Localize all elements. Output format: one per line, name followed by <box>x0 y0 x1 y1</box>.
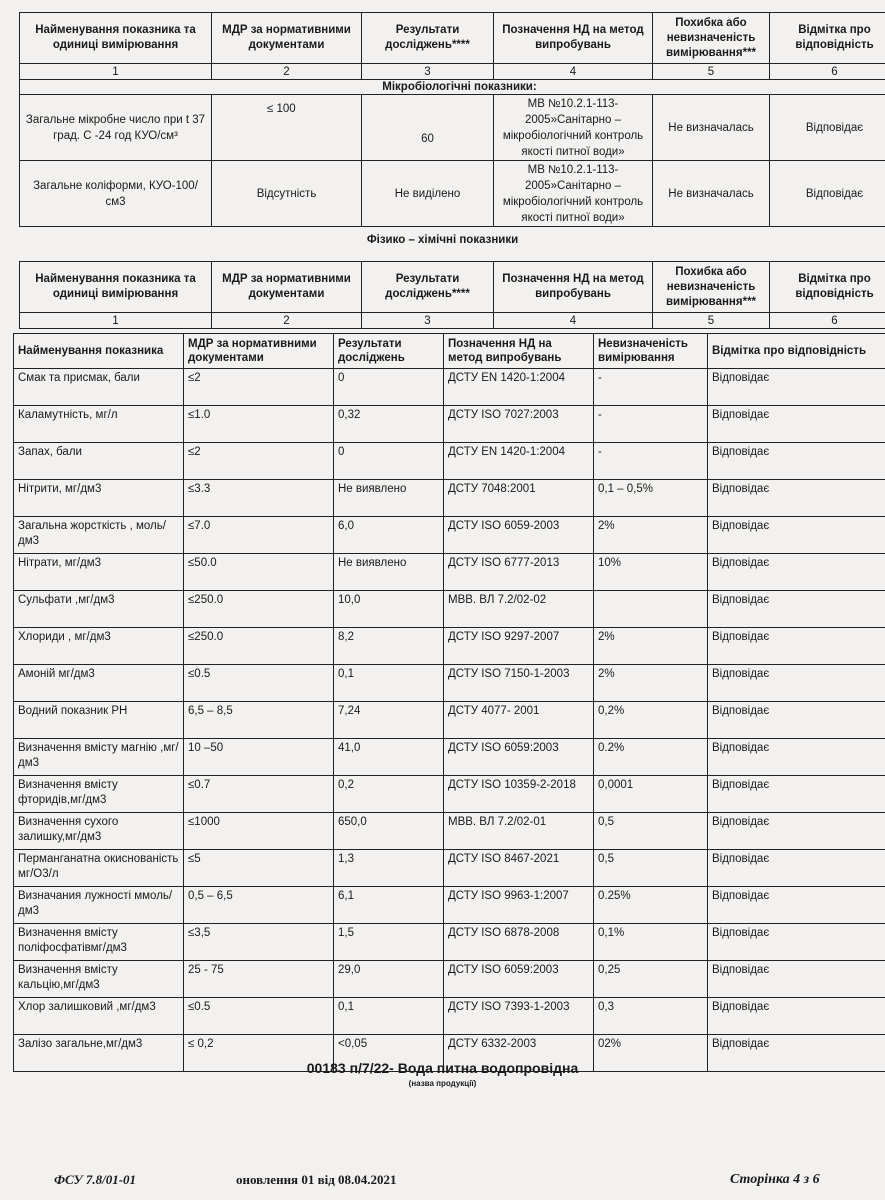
table-row <box>20 161 885 227</box>
cell-error: 0,5 <box>594 850 708 887</box>
table-row <box>14 776 885 813</box>
col-header-name: Найменування показника та одиниці вимірювання <box>20 13 212 64</box>
cell-mark: Відповідає <box>708 924 885 961</box>
cell-mark: Відповідає <box>708 850 885 887</box>
cell-result: Не виявлено <box>334 480 444 517</box>
cell-result: Не виявлено <box>334 554 444 591</box>
cell-error: 02% <box>594 1035 708 1072</box>
cell-error: 2% <box>594 628 708 665</box>
col-number: 4 <box>494 64 653 80</box>
cell-mark: Відповідає <box>708 702 885 739</box>
table-row <box>14 887 885 924</box>
cell-name: Нітрити, мг/дм3 <box>14 480 184 517</box>
cell-result: 0,2 <box>334 776 444 813</box>
cell-method: ДСТУ ISO 9963-1:2007 <box>444 887 594 924</box>
table-row <box>14 406 885 443</box>
section-title-phys: Фізико – хімічні показники <box>366 234 519 246</box>
cell-error: 0,5 <box>594 813 708 850</box>
cell-mark: Відповідає <box>708 776 885 813</box>
cell-mark: Відповідає <box>770 161 885 227</box>
col-header-method: Позначення НД на метод випробувань <box>494 262 653 313</box>
cell-mdr: ≤7.0 <box>184 517 334 554</box>
cell-error: 0,3 <box>594 998 708 1035</box>
cell-name: Визначення сухого залишку,мг/дм3 <box>14 813 184 850</box>
cell-mdr: 10 –50 <box>184 739 334 776</box>
phys-header-table <box>19 261 885 329</box>
cell-result: 0,32 <box>334 406 444 443</box>
cell-method: МВВ. ВЛ 7.2/02-02 <box>444 591 594 628</box>
cell-result: 1,5 <box>334 924 444 961</box>
cell-name: Запах, бали <box>14 443 184 480</box>
col-number: 3 <box>362 64 494 80</box>
micro-table <box>19 12 885 227</box>
col-header-mark: Відмітка про відповідність <box>708 334 885 369</box>
cell-mdr: ≤250.0 <box>184 628 334 665</box>
table-row <box>14 480 885 517</box>
cell-error: Не визначалась <box>653 95 770 161</box>
cell-method: ДСТУ ISO 9297-2007 <box>444 628 594 665</box>
col-header-error: Похибка або невизначеність вимірювання*** <box>653 262 770 313</box>
phys-header-row <box>20 262 885 313</box>
cell-mark: Відповідає <box>708 628 885 665</box>
table-row <box>20 95 885 161</box>
cell-result: 6,1 <box>334 887 444 924</box>
phys-number-row <box>20 313 885 329</box>
cell-method: МВ №10.2.1-113-2005»Санітарно – мікробіологічний контроль якості питної води» <box>494 95 653 161</box>
table-row <box>14 628 885 665</box>
cell-mark: Відповідає <box>708 1035 885 1072</box>
cell-method: ДСТУ ISO 6059-2003 <box>444 517 594 554</box>
results-header-row <box>14 334 885 369</box>
table-row <box>14 554 885 591</box>
cell-mark: Відповідає <box>708 813 885 850</box>
table-row <box>14 443 885 480</box>
cell-error: 0,0001 <box>594 776 708 813</box>
cell-method: ДСТУ EN 1420-1:2004 <box>444 443 594 480</box>
cell-mdr: 6,5 – 8,5 <box>184 702 334 739</box>
product-name-caption: (назва продукції) <box>408 1079 477 1088</box>
col-number: 2 <box>212 64 362 80</box>
col-header-mark: Відмітка про відповідність <box>770 262 885 313</box>
col-number: 2 <box>212 313 362 329</box>
cell-result: 0 <box>334 443 444 480</box>
cell-result: Не виділено <box>362 161 494 227</box>
cell-mark: Відповідає <box>770 95 885 161</box>
results-table <box>13 333 885 1072</box>
col-number: 5 <box>653 313 770 329</box>
col-number: 6 <box>770 64 885 80</box>
cell-method: ДСТУ ISO 6059:2003 <box>444 739 594 776</box>
cell-method: ДСТУ ISO 7150-1-2003 <box>444 665 594 702</box>
cell-result: 8,2 <box>334 628 444 665</box>
cell-result: 0,1 <box>334 998 444 1035</box>
cell-error: 2% <box>594 517 708 554</box>
col-number: 5 <box>653 64 770 80</box>
cell-result: 29,0 <box>334 961 444 998</box>
cell-mark: Відповідає <box>708 443 885 480</box>
cell-method: ДСТУ ISO 6777-2013 <box>444 554 594 591</box>
cell-name: Загальна жорсткість , моль/дм3 <box>14 517 184 554</box>
cell-mark: Відповідає <box>708 369 885 406</box>
cell-mark: Відповідає <box>708 517 885 554</box>
cell-result: 0,1 <box>334 665 444 702</box>
cell-mdr: ≤50.0 <box>184 554 334 591</box>
cell-name: Визначення вмісту поліфосфатівмг/дм3 <box>14 924 184 961</box>
table-row <box>14 850 885 887</box>
cell-mark: Відповідає <box>708 554 885 591</box>
product-name: 00183 п/7/22- Вода питна водопровідна <box>306 1060 579 1076</box>
cell-result: 6,0 <box>334 517 444 554</box>
cell-method: ДСТУ 6332-2003 <box>444 1035 594 1072</box>
cell-mdr: ≤0.7 <box>184 776 334 813</box>
cell-result: 7,24 <box>334 702 444 739</box>
col-header-error: Невизначеність вимірювання <box>594 334 708 369</box>
table-row <box>14 369 885 406</box>
page-number: Сторінка 4 з 6 <box>730 1172 820 1187</box>
cell-result: 10,0 <box>334 591 444 628</box>
form-code: ФСУ 7.8/01-01 <box>54 1172 137 1187</box>
cell-mdr: 25 - 75 <box>184 961 334 998</box>
cell-error: - <box>594 369 708 406</box>
cell-mdr: ≤1.0 <box>184 406 334 443</box>
cell-error: 0.2% <box>594 739 708 776</box>
cell-mark: Відповідає <box>708 887 885 924</box>
cell-name: Визначення вмісту магнію ,мг/дм3 <box>14 739 184 776</box>
cell-error: 0,25 <box>594 961 708 998</box>
col-number: 4 <box>494 313 653 329</box>
col-header-name: Найменування показника та одиниці вимірювання <box>20 262 212 313</box>
cell-method: ДСТУ ISO 10359-2-2018 <box>444 776 594 813</box>
table-row <box>14 665 885 702</box>
cell-mdr: ≤5 <box>184 850 334 887</box>
col-header-mark: Відмітка про відповідність <box>770 13 885 64</box>
cell-method: ДСТУ ISO 6878-2008 <box>444 924 594 961</box>
cell-result: 650,0 <box>334 813 444 850</box>
cell-result: 41,0 <box>334 739 444 776</box>
table-row <box>14 517 885 554</box>
cell-result: 0 <box>334 369 444 406</box>
cell-mdr: ≤ 100 <box>212 95 362 161</box>
cell-name: Загальне мікробне число при t 37 град. С -24 год КУО/см³ <box>20 95 212 161</box>
cell-name: Хлор залишковий ,мг/дм3 <box>14 998 184 1035</box>
cell-mdr: ≤250.0 <box>184 591 334 628</box>
revision-note: оновлення 01 від 08.04.2021 <box>236 1172 397 1187</box>
micro-header-row <box>20 13 885 64</box>
cell-name: Залізо загальне,мг/дм3 <box>14 1035 184 1072</box>
table-row <box>14 961 885 998</box>
cell-mark: Відповідає <box>708 739 885 776</box>
cell-name: Перманганатна окиснованість мг/О3/л <box>14 850 184 887</box>
cell-result: 60 <box>362 95 494 161</box>
col-header-mdr: МДР за нормативними документами <box>212 13 362 64</box>
cell-error: 0,1% <box>594 924 708 961</box>
table-row <box>14 998 885 1035</box>
cell-error: 0,2% <box>594 702 708 739</box>
col-number: 1 <box>20 64 212 80</box>
cell-mdr: ≤0.5 <box>184 998 334 1035</box>
cell-error: - <box>594 443 708 480</box>
cell-result: <0,05 <box>334 1035 444 1072</box>
cell-method: ДСТУ ISO 8467-2021 <box>444 850 594 887</box>
col-number: 6 <box>770 313 885 329</box>
cell-result: 1,3 <box>334 850 444 887</box>
micro-section-row <box>20 80 885 95</box>
micro-number-row <box>20 64 885 80</box>
cell-mdr: ≤1000 <box>184 813 334 850</box>
cell-name: Хлориди , мг/дм3 <box>14 628 184 665</box>
table-row <box>14 813 885 850</box>
cell-method: ДСТУ ISO 7393-1-2003 <box>444 998 594 1035</box>
cell-name: Смак та присмак, бали <box>14 369 184 406</box>
cell-name: Визначення вмісту кальцію,мг/дм3 <box>14 961 184 998</box>
cell-name: Загальне коліформи, КУО-100/см3 <box>20 161 212 227</box>
cell-mark: Відповідає <box>708 665 885 702</box>
cell-method: МВВ. ВЛ 7.2/02-01 <box>444 813 594 850</box>
cell-mdr: ≤3,5 <box>184 924 334 961</box>
cell-mark: Відповідає <box>708 998 885 1035</box>
cell-mdr: 0,5 – 6,5 <box>184 887 334 924</box>
col-header-mdr: МДР за нормативними документами <box>184 334 334 369</box>
cell-error: - <box>594 406 708 443</box>
cell-method: ДСТУ 4077- 2001 <box>444 702 594 739</box>
cell-mark: Відповідає <box>708 591 885 628</box>
cell-mdr: ≤2 <box>184 443 334 480</box>
col-header-name: Найменування показника <box>14 334 184 369</box>
cell-method: ДСТУ EN 1420-1:2004 <box>444 369 594 406</box>
cell-method: ДСТУ ISO 7027:2003 <box>444 406 594 443</box>
cell-mark: Відповідає <box>708 406 885 443</box>
col-header-result: Результати досліджень**** <box>362 13 494 64</box>
cell-name: Сульфати ,мг/дм3 <box>14 591 184 628</box>
cell-name: Каламутність, мг/л <box>14 406 184 443</box>
cell-mdr: ≤ 0,2 <box>184 1035 334 1072</box>
cell-method: МВ №10.2.1-113-2005»Санітарно – мікробіологічний контроль якості питної води» <box>494 161 653 227</box>
cell-method: ДСТУ ISO 6059:2003 <box>444 961 594 998</box>
cell-error: Не визначалась <box>653 161 770 227</box>
cell-mdr: Відсутність <box>212 161 362 227</box>
cell-name: Визначания лужності ммоль/дм3 <box>14 887 184 924</box>
cell-name: Визначення вмісту фторидів,мг/дм3 <box>14 776 184 813</box>
col-header-result: Результати досліджень**** <box>362 262 494 313</box>
cell-mdr: ≤2 <box>184 369 334 406</box>
col-header-method: Позначення НД на метод випробувань <box>494 13 653 64</box>
cell-name: Нітрати, мг/дм3 <box>14 554 184 591</box>
cell-mdr: ≤0.5 <box>184 665 334 702</box>
cell-name: Амоній мг/дм3 <box>14 665 184 702</box>
table-row <box>14 924 885 961</box>
table-row <box>14 591 885 628</box>
col-number: 3 <box>362 313 494 329</box>
section-title-micro: Мікробіологічні показники: <box>20 80 885 95</box>
cell-mark: Відповідає <box>708 480 885 517</box>
col-header-error: Похибка або невизначеність вимірювання*** <box>653 13 770 64</box>
table-row <box>14 702 885 739</box>
col-number: 1 <box>20 313 212 329</box>
table-row <box>14 739 885 776</box>
col-header-mdr: МДР за нормативними документами <box>212 262 362 313</box>
cell-error: 2% <box>594 665 708 702</box>
cell-error: 0,1 – 0,5% <box>594 480 708 517</box>
col-header-method: Позначення НД на метод випробувань <box>444 334 594 369</box>
cell-error: 0.25% <box>594 887 708 924</box>
cell-mark: Відповідає <box>708 961 885 998</box>
cell-error <box>594 591 708 628</box>
col-header-result: Результати досліджень <box>334 334 444 369</box>
cell-name: Водний показник РН <box>14 702 184 739</box>
cell-error: 10% <box>594 554 708 591</box>
cell-method: ДСТУ 7048:2001 <box>444 480 594 517</box>
cell-mdr: ≤3.3 <box>184 480 334 517</box>
